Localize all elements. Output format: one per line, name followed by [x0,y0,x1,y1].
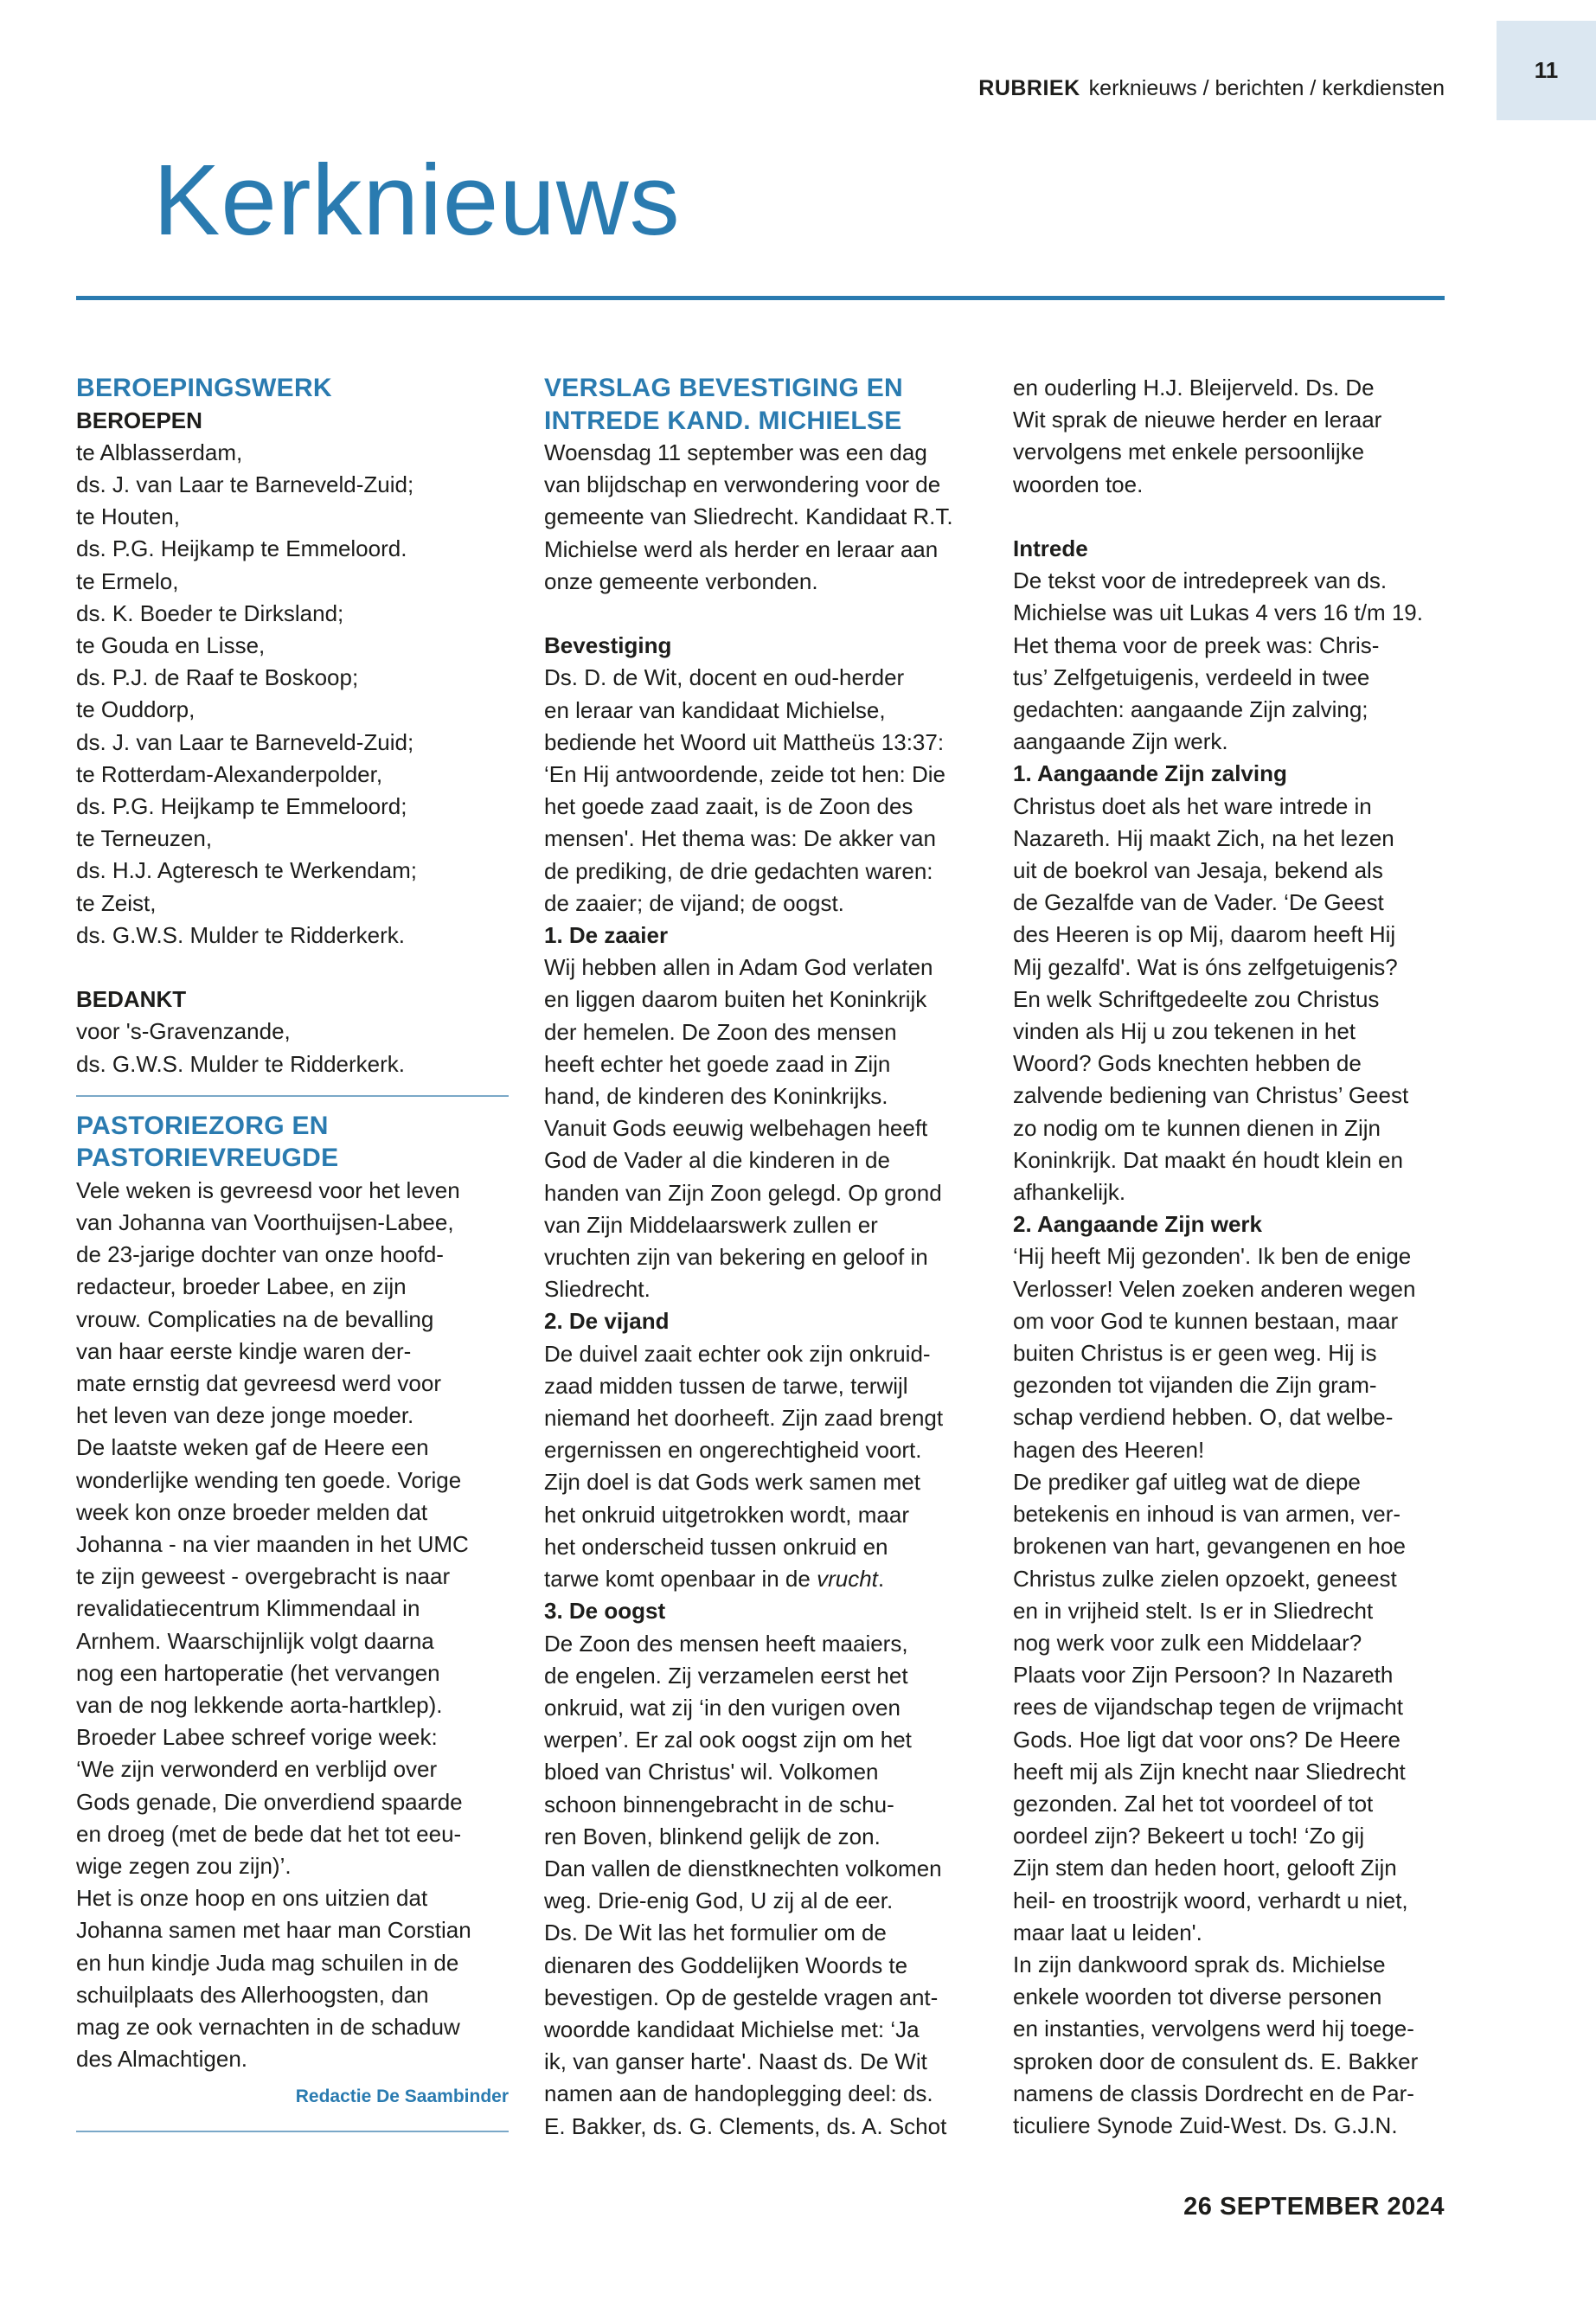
text-line: te Ermelo, [76,567,179,594]
text-line: oordeel zijn? Bekeert u toch! ‘Zo gij [1013,1823,1365,1849]
text-line: maar laat u leiden'. [1013,1919,1202,1945]
text-line: der hemelen. De Zoon des mensen [544,1018,897,1045]
text-line: onkruid, wat zij ‘in den vurigen oven [544,1694,901,1721]
text-line: vrouw. Complicaties na de bevalling [76,1305,434,1332]
text-line: Vanuit Gods eeuwig welbehagen heeft [544,1115,928,1142]
text-line: ds. K. Boeder te Dirksland; [76,599,344,626]
text-line: E. Bakker, ds. G. Clements, ds. A. Schot [544,2112,947,2139]
subheading-intrede: Intrede [1013,535,1088,561]
text-line: namen aan de handoplegging deel: ds. [544,2080,933,2107]
text-line: de zaaier; de vijand; de oogst. [544,889,844,916]
text-line: van haar eerste kindje waren der- [76,1337,412,1364]
text-line: ‘En Hij antwoordende, zeide tot hen: Die [544,761,945,788]
spacer [76,952,509,984]
pastorie-article [76,1175,509,2076]
text-line: de prediking, de drie gedachten waren: [544,857,933,884]
column-3 [1013,372,1450,2142]
text-line: PASTORIEZORG EN [76,1111,329,1140]
article-signature: Redactie De Saambinder [295,2086,509,2107]
text-line: schap verdiend hebben. O, dat welbe- [1013,1404,1394,1431]
text-line: van de nog lekkende aorta-hartklep). [76,1692,443,1718]
text-line: en hun kindje Juda mag schuilen in de [76,1949,459,1976]
text-line: van Zijn Middelaarswerk zullen er [544,1211,878,1238]
text-line: niemand het doorheeft. Zijn zaad brengt [544,1405,944,1432]
text-line: In zijn dankwoord sprak ds. Michielse [1013,1951,1386,1977]
text-line: mate ernstig dat gevreesd werd voor [76,1369,441,1396]
spacer [544,598,981,630]
rubriek-header [978,76,1445,101]
text-line: En welk Schriftgedeelte zou Christus [1013,985,1380,1012]
text-line: week kon onze broeder melden dat [76,1498,428,1525]
text-line: tus’ Zelfgetuigenis, verdeeld in twee [1013,663,1370,690]
column-end-divider [76,2131,509,2132]
text-line: nog een hartoperatie (het vervangen [76,1659,440,1686]
text-line: weg. Drie-enig God, U zij al de eer. [544,1888,894,1914]
text-line: het onkruid uitgetrokken wordt, maar [544,1501,909,1528]
text-line: gezonden tot vijanden die Zijn gram- [1013,1372,1377,1399]
continued-text [1013,372,1450,501]
text-line: hand, de kinderen des Koninkrijks. [544,1083,888,1110]
text-line: en in vrijheid stelt. Is er in Sliedrecht [1013,1597,1374,1624]
text-line: van blijdschap en verwondering voor de [544,471,941,498]
text-line: VERSLAG BEVESTIGING EN [544,374,903,402]
text-line: de 23-jarige dochter van onze hoofd- [76,1241,444,1268]
text-line: bediende het Woord uit Mattheüs 13:37: [544,728,945,755]
rubriek-categories: kerknieuws / berichten / kerkdiensten [1088,76,1445,100]
text-line: ds. J. van Laar te Barneveld-Zuid; [76,471,414,497]
text-line: het onderscheid tussen onkruid en [544,1533,888,1560]
text-line: heil- en troostrijk woord, verhardt u niet, [1013,1887,1408,1913]
subheading-vijand: 2. De vijand [544,1308,670,1335]
text-line: sproken door de consulent ds. E. Bakker [1013,2048,1419,2074]
text-line: Arnhem. Waarschijnlijk volgt daarna [76,1627,434,1654]
text-line: te Alblasserdam, [76,439,243,465]
text-line: Christus zulke zielen opzoekt, geneest [1013,1565,1397,1592]
text-line: De prediker gaf uitleg wat de diepe [1013,1468,1361,1495]
text-line: enkele woorden tot diverse personen [1013,1984,1382,2010]
text-line: Dan vallen de dienstknechten volkomen [544,1855,942,1881]
text-line: te Terneuzen, [76,825,213,852]
text-line: te Houten, [76,503,180,530]
text-line: van Johanna van Voorthuijsen-Labee, [76,1208,454,1235]
text-line: Vele weken is gevreesd voor het leven [76,1176,460,1203]
text-line: Verlosser! Velen zoeken anderen wegen [1013,1275,1416,1302]
column-1 [76,372,509,2132]
text-line: ds. G.W.S. Mulder te Ridderkerk. [76,1050,406,1077]
text-line: voor 's-Gravenzande, [76,1018,291,1045]
text-line: Sliedrecht. [544,1276,651,1303]
text-line: PASTORIEVREUGDE [76,1144,339,1173]
text-line: Broeder Labee schreef vorige week: [76,1724,438,1751]
subheading-zaaier: 1. De zaaier [544,922,669,949]
text-line: Michielse werd als herder en leraar aan [544,535,939,562]
text-line: zo nodig om te kunnen dienen in Zijn [1013,1114,1381,1141]
text-line: heeft mij als Zijn knecht naar Sliedrecht [1013,1758,1406,1785]
text-line: ds. J. van Laar te Barneveld-Zuid; [76,728,414,755]
issue-date: 26 SEPTEMBER 2024 [1183,2193,1445,2221]
text-line: Koninkrijk. Dat maakt én houdt klein en [1013,1146,1403,1173]
text-line: namens de classis Dordrecht en de Par- [1013,2080,1414,2106]
text-line: afhankelijk. [1013,1179,1126,1206]
text-line: en ouderling H.J. Bleijerveld. Ds. De [1013,375,1375,401]
text-line: het leven van deze jonge moeder. [76,1402,414,1429]
text-line: en instanties, vervolgens werd hij toege- [1013,2016,1414,2042]
text-line: Het thema voor de preek was: Chris- [1013,631,1380,658]
text-line: de Gezalfde van de Vader. ‘De Geest [1013,889,1384,916]
text-line: schoon binnengebracht in de schu- [544,1791,894,1817]
text-line: ds. P.G. Heijkamp te Emmeloord; [76,792,407,819]
werk-text [1013,1240,1450,2142]
text-line: zalvende bediening van Christus’ Geest [1013,1082,1409,1109]
text-line: woorden toe. [1013,471,1144,497]
text-line: De duivel zaait echter ook zijn onkruid- [544,1340,931,1367]
text-line: Ds. D. de Wit, docent en oud-herder [544,664,905,691]
text-line: buiten Christus is er geen weg. Hij is [1013,1340,1377,1367]
text-line: De tekst voor de intredepreek van ds. [1013,567,1388,594]
vijand-last-line: tarwe komt openbaar in de vrucht. [544,1566,885,1593]
subheading-bedankt: BEDANKT [76,986,187,1013]
text-line: te Rotterdam-Alexanderpolder, [76,760,383,787]
text-line: Michielse was uit Lukas 4 vers 16 t/m 19. [1013,599,1423,626]
text-line: ds. P.G. Heijkamp te Emmeloord. [76,535,407,562]
subheading-oogst: 3. De oogst [544,1598,666,1625]
zaaier-text [544,952,981,1305]
text-line: zaad midden tussen de tarwe, terwijl [544,1372,908,1399]
text-line: Mij gezalfd'. Wat is óns zelfgetuigenis? [1013,953,1398,980]
text-line: ticuliere Synode Zuid-West. Ds. G.J.N. [1013,2112,1398,2138]
text-line: Zijn stem dan heden hoort, gelooft Zijn [1013,1855,1397,1881]
text-line: De laatste weken gaf de Heere een [76,1434,429,1461]
section-heading-pastorie [76,1110,509,1175]
text-line: en droeg (met de bede dat het tot eeu- [76,1820,462,1847]
section-divider [76,1095,509,1097]
text-line: om voor God te kunnen bestaan, maar [1013,1307,1399,1334]
text-line: Wij hebben allen in Adam God verlaten [544,954,933,981]
text-line: Johanna - na vier maanden in het UMC [76,1530,469,1557]
text-line: te zijn geweest - overgebracht is naar [76,1563,451,1590]
text-line: gedachten: aangaande Zijn zalving; [1013,696,1368,723]
text-line: schuilplaats des Allerhoogsten, dan [76,1981,429,2008]
text-line: bloed van Christus' wil. Volkomen [544,1759,879,1785]
section-heading-beroepingswerk: BEROEPINGSWERK [76,374,332,402]
text-line: gezonden. Zal het tot voordeel of tot [1013,1790,1374,1817]
text-line: dienaren des Goddelijken Woords te [544,1952,908,1978]
text-line: vruchten zijn van bekering en geloof in [544,1244,928,1271]
beroepen-list [76,437,509,952]
text-line: en liggen daarom buiten het Koninkrijk [544,986,927,1013]
text-line: Woord? Gods knechten hebben de [1013,1050,1362,1077]
text-line: ergernissen en ongerechtigheid voort. [544,1437,922,1464]
text-line: nog werk voor zulk een Middelaar? [1013,1629,1362,1656]
text-line: Gods genade, Die onverdiend spaarde [76,1788,463,1815]
text-line: wonderlijke wending ten goede. Vorige [76,1466,462,1493]
text-line: Plaats voor Zijn Persoon? In Nazareth [1013,1662,1394,1689]
text-line: Ds. De Wit las het formulier om de [544,1920,887,1946]
text-line: bevestigen. Op de gestelde vragen ant- [544,1984,939,2010]
text-line: INTREDE KAND. MICHIELSE [544,406,902,435]
text-line: vinden als Hij u zou tekenen in het [1013,1018,1356,1045]
italic-word: vrucht [817,1566,878,1593]
text-line: ‘Hij heeft Mij gezonden'. Ik ben de enige [1013,1243,1412,1270]
column-2 [544,372,981,2143]
bedankt-list [76,1016,509,1080]
text-line: rees de vijandschap tegen de vrijmacht [1013,1694,1403,1721]
text-line: De Zoon des mensen heeft maaiers, [544,1630,908,1657]
oogst-text [544,1628,981,2143]
text-line: werpen’. Er zal ook oogst zijn om het [544,1727,912,1753]
title-divider [76,296,1445,300]
text-line: Gods. Hoe ligt dat voor ons? De Heere [1013,1726,1401,1753]
text-line: mensen'. Het thema was: De akker van [544,825,936,852]
text-line: ren Boven, blinkend gelijk de zon. [544,1823,881,1849]
text-line: Woensdag 11 september was een dag [544,439,927,465]
text-line: heeft echter het goede zaad in Zijn [544,1050,891,1077]
subheading-beroepen: BEROEPEN [76,407,202,433]
text-line: Christus doet als het ware intrede in [1013,792,1372,819]
text-line: Zijn doel is dat Gods werk samen met [544,1469,920,1496]
text-line: redacteur, broeder Labee, en zijn [76,1273,407,1300]
bevestiging-text [544,662,981,920]
spacer [1013,501,1450,533]
section-heading-verslag [544,372,981,437]
text-line: Het is onze hoop en ons uitzien dat [76,1885,428,1912]
text-line: revalidatiecentrum Klimmendaal in [76,1595,420,1622]
subheading-zalving: 1. Aangaande Zijn zalving [1013,760,1287,787]
text-line: aangaande Zijn werk. [1013,728,1228,755]
text-line: ‘We zijn verwonderd en verblijd over [76,1756,438,1783]
text-line: gemeente van Sliedrecht. Kandidaat R.T. [544,503,953,530]
text-line: ds. P.J. de Raaf te Boskoop; [76,664,359,691]
text-line: het goede zaad zaait, is de Zoon des [544,793,913,820]
text-line: handen van Zijn Zoon gelegd. Op grond [544,1179,942,1206]
subheading-bevestiging: Bevestiging [544,632,672,659]
text-line: vervolgens met enkele persoonlijke [1013,439,1365,465]
text-line: Nazareth. Hij maakt Zich, na het lezen [1013,824,1394,851]
text-line: en leraar van kandidaat Michielse, [544,696,886,723]
text-line: des Heeren is op Mij, daarom heeft Hij [1013,921,1396,948]
text-line: onze gemeente verbonden. [544,567,818,594]
text-line: brokenen van hart, gevangenen en hoe [1013,1533,1406,1560]
text-line: te Gouda en Lisse, [76,631,266,658]
zalving-text [1013,791,1450,1209]
page-number: 11 [1497,21,1596,120]
text-line: God de Vader al die kinderen in de [544,1147,890,1174]
text-line: mag ze ook vernachten in de schaduw [76,2014,460,2041]
text-line: te Ouddorp, [76,696,195,723]
verslag-intro [544,437,981,598]
text-line: woordde kandidaat Michielse met: ‘Ja [544,2016,920,2042]
text-line: ik, van ganser harte'. Naast ds. De Wit [544,2048,927,2075]
text-line: wige zegen zou zijn)’. [76,1853,292,1880]
text-line: uit de boekrol van Jesaja, bekend als [1013,857,1383,884]
text-line: ds. G.W.S. Mulder te Ridderkerk. [76,921,406,948]
rubriek-label: RUBRIEK [978,76,1080,100]
text-line: Johanna samen met haar man Corstian [76,1917,471,1944]
page-title: Kerknieuws [153,144,681,256]
text-line: Wit sprak de nieuwe herder en leraar [1013,407,1382,433]
text-line: betekenis en inhoud is van armen, ver- [1013,1501,1401,1528]
text-line: ds. H.J. Agteresch te Werkendam; [76,857,418,884]
intrede-text [1013,565,1450,758]
text-line: te Zeist, [76,889,157,916]
text-line: hagen des Heeren! [1013,1436,1205,1463]
text-line: des Almachtigen. [76,2046,248,2073]
text-line: de engelen. Zij verzamelen eerst het [544,1662,908,1689]
subheading-werk: 2. Aangaande Zijn werk [1013,1211,1263,1238]
vijand-text [544,1338,981,1563]
